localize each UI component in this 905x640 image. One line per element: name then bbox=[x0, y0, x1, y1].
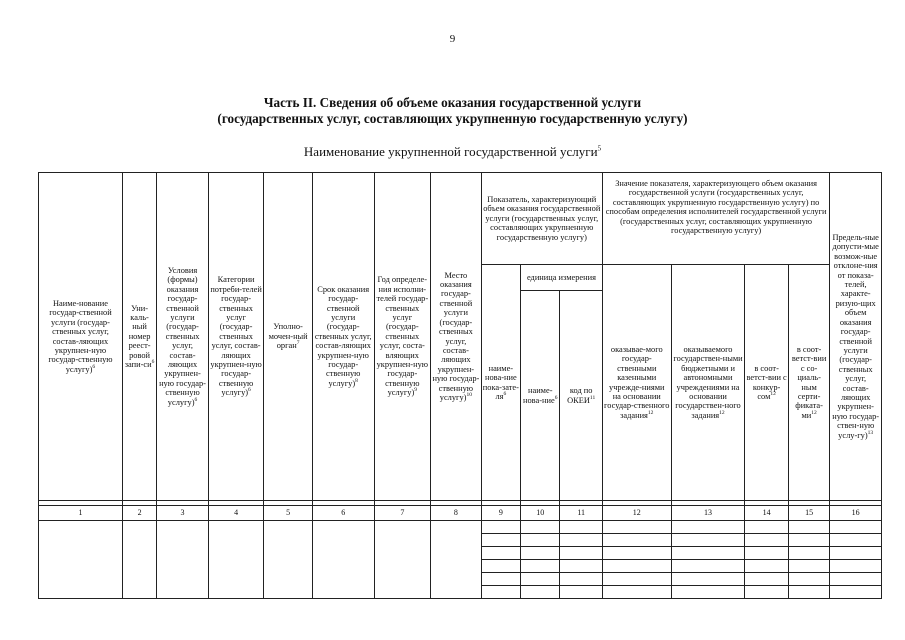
table-cell bbox=[745, 560, 788, 573]
header-text: оказывае-мого государ-ственными казенными учрежде-ниями на основании государ-ственного задания bbox=[604, 344, 670, 420]
header-text: код по ОКЕИ bbox=[567, 386, 593, 405]
table-cell bbox=[560, 586, 602, 599]
header-text: оказываемого государствен-ными бюджетными и автономными учреждениями на основании государствен-ного задания bbox=[673, 344, 743, 420]
table-cell bbox=[39, 521, 123, 599]
header-text: Наиме-нование государ-ственной услуги (государ-ственных услуг, состав-ляющих укрупнен-ную государ-ственную услугу) bbox=[48, 298, 113, 374]
table-cell bbox=[671, 521, 745, 534]
column-number: 8 bbox=[431, 506, 482, 521]
col-competition-header bbox=[745, 265, 788, 501]
column-number: 1 bbox=[39, 506, 123, 521]
group-indicator-header: Показатель, характеризующий объем оказания государственной услуги (государственных услуг, составляющих укрупненную государственную услугу) bbox=[481, 173, 602, 265]
footnote-ref: 5 bbox=[597, 144, 602, 153]
table-cell bbox=[788, 586, 829, 599]
table-cell bbox=[374, 521, 431, 599]
table-cell bbox=[521, 547, 560, 560]
table-cell bbox=[602, 573, 671, 586]
table-cell bbox=[602, 521, 671, 534]
col-conditions-header bbox=[157, 173, 209, 501]
footnote-ref: 13 bbox=[867, 429, 874, 436]
header-text: Категории потреби-телей государ-ственных услуг (государ-ственных услуг, состав-ляющих укрупнен-ную государ-ственную услугу) bbox=[210, 275, 262, 398]
table-cell bbox=[830, 547, 882, 560]
table-cell bbox=[602, 547, 671, 560]
column-number: 9 bbox=[481, 506, 520, 521]
header-text: Предель-ные допусти-мые возмож-ные отклоне-ния от показа-телей, характе-ризую-щих объем оказания государ-ственной услуги (государ-ственных услуг, состав-ляющих укрупнен-ную государ-ствен-ную услу-гу) bbox=[832, 233, 880, 440]
column-number: 14 bbox=[745, 506, 788, 521]
footnote-ref: 12 bbox=[770, 391, 776, 398]
column-number: 5 bbox=[264, 506, 313, 521]
table-cell bbox=[122, 521, 156, 599]
table-cell bbox=[671, 586, 745, 599]
table-cell bbox=[602, 534, 671, 547]
volume-table bbox=[38, 172, 882, 599]
footnote-ref: 6 bbox=[194, 396, 198, 403]
table-cell bbox=[745, 573, 788, 586]
group-value-header: Значение показателя, характеризующего объем оказания государственной услуги (государственных услуг, составляющих укрупненную государственную услугу) по способам определения исполнителей государственной услуги (государственных услуг, составляющих укрупненную государственную услугу) bbox=[602, 173, 829, 265]
table-cell bbox=[788, 534, 829, 547]
footnote-ref: 6 bbox=[151, 359, 155, 366]
column-number: 2 bbox=[122, 506, 156, 521]
table-cell bbox=[830, 586, 882, 599]
table-cell bbox=[560, 534, 602, 547]
table-cell bbox=[264, 521, 313, 599]
table-cell bbox=[602, 586, 671, 599]
header-text: Уни-каль-ный номер реест-ровой запи-си bbox=[124, 303, 152, 370]
col-deviation-header bbox=[830, 173, 882, 501]
footnote-ref: 10 bbox=[466, 392, 472, 399]
table-cell bbox=[481, 534, 520, 547]
col-registry-number-header bbox=[122, 173, 156, 501]
table-cell bbox=[830, 573, 882, 586]
column-number-row bbox=[39, 506, 882, 521]
table-cell bbox=[521, 586, 560, 599]
column-number: 13 bbox=[671, 506, 745, 521]
footnote-ref: 12 bbox=[811, 409, 817, 416]
table-cell bbox=[521, 560, 560, 573]
page-number: 9 bbox=[449, 33, 456, 45]
footnote-ref: 12 bbox=[719, 409, 725, 416]
table-cell bbox=[481, 586, 520, 599]
table-cell bbox=[788, 521, 829, 534]
column-number: 12 bbox=[602, 506, 671, 521]
table-row bbox=[39, 521, 882, 534]
section-title-line-1: Часть II. Сведения об объеме оказания государственной услуги bbox=[263, 95, 642, 110]
col-service-name-header bbox=[39, 173, 123, 501]
header-text: Место оказания государ-ственной услуги (государ-ственных услуг, состав-ляющих укрупнен-ную государ-ственную услугу) bbox=[432, 270, 480, 402]
header-text: в соот-ветст-вии с со-циаль-ным серти-фиката-ми bbox=[791, 344, 827, 420]
table-cell bbox=[830, 521, 882, 534]
col-budget-institutions-header bbox=[671, 265, 745, 501]
header-text: наиме-нова-ние пока-зате-ля bbox=[482, 363, 519, 401]
table-cell bbox=[788, 547, 829, 560]
table-cell bbox=[745, 547, 788, 560]
table-cell bbox=[671, 560, 745, 573]
col-authorized-body-header bbox=[264, 173, 313, 501]
footnote-ref: 6 bbox=[503, 391, 507, 398]
table-cell bbox=[602, 560, 671, 573]
footnote-ref: 7 bbox=[296, 340, 300, 347]
footnote-ref: 9 bbox=[414, 387, 418, 394]
col-social-certificates-header bbox=[788, 265, 829, 501]
table-cell bbox=[745, 534, 788, 547]
header-text: Уполно-мочен-ный орган bbox=[268, 322, 308, 351]
table-cell bbox=[481, 573, 520, 586]
group-unit-header: единица измерения bbox=[521, 265, 603, 291]
table-cell bbox=[312, 521, 374, 599]
header-row-1 bbox=[39, 173, 882, 265]
service-name-text: Наименование укрупненной государственной услуги bbox=[303, 144, 598, 159]
table-cell bbox=[560, 573, 602, 586]
table-cell bbox=[745, 521, 788, 534]
table-cell bbox=[788, 573, 829, 586]
table-cell bbox=[830, 534, 882, 547]
header-text: Год определе-ния исполни-телей государ-ственных услуг (государ-ственных услуг, соста-вляющих укрупнен-ную государ-ственную услугу) bbox=[376, 275, 429, 398]
table-cell bbox=[481, 560, 520, 573]
footnote-ref: 6 bbox=[554, 394, 558, 401]
column-number: 10 bbox=[521, 506, 560, 521]
table-cell bbox=[560, 521, 602, 534]
table-cell bbox=[560, 547, 602, 560]
service-name-label bbox=[0, 144, 905, 160]
column-number: 4 bbox=[208, 506, 264, 521]
footnote-ref: 11 bbox=[589, 394, 596, 401]
table-cell bbox=[560, 560, 602, 573]
table-cell bbox=[671, 573, 745, 586]
table-cell bbox=[208, 521, 264, 599]
header-text: Условия (формы) оказания государ-ственной услуги (государ-ственных услуг, состав-ляющих укрупнен-ную государ-ственную услугу) bbox=[159, 265, 206, 407]
table-cell bbox=[745, 586, 788, 599]
column-number: 11 bbox=[560, 506, 602, 521]
table-cell bbox=[671, 547, 745, 560]
table-cell bbox=[788, 560, 829, 573]
table-cell bbox=[431, 521, 482, 599]
table-cell bbox=[671, 534, 745, 547]
col-okei-code-header bbox=[560, 291, 602, 501]
col-indicator-name-header bbox=[481, 265, 520, 501]
table-cell bbox=[157, 521, 209, 599]
table-cell bbox=[481, 547, 520, 560]
col-place-header bbox=[431, 173, 482, 501]
column-number: 7 bbox=[374, 506, 431, 521]
section-title bbox=[0, 95, 905, 127]
header-text: наиме-нова-ние bbox=[523, 386, 555, 405]
footnote-ref: 12 bbox=[647, 409, 654, 416]
footnote-ref: 6 bbox=[92, 363, 96, 370]
table-cell bbox=[521, 521, 560, 534]
column-number: 16 bbox=[830, 506, 882, 521]
column-number: 15 bbox=[788, 506, 829, 521]
column-number: 6 bbox=[312, 506, 374, 521]
footnote-ref: 6 bbox=[248, 387, 251, 394]
table-cell bbox=[830, 560, 882, 573]
col-consumer-category-header bbox=[208, 173, 264, 501]
header-text: Срок оказания государ-ственной услуги (государ-ственных услуг, состав-ляющих укрупнен-ную государ-ственную услугу) bbox=[314, 284, 372, 388]
col-year-header bbox=[374, 173, 431, 501]
footnote-ref: 8 bbox=[355, 378, 358, 385]
header-text: в соот-ветст-вии с конкур-сом bbox=[746, 363, 787, 401]
section-title-line-2: (государственных услуг, составляющих укрупненную государственную услугу) bbox=[217, 111, 688, 126]
table-cell bbox=[521, 573, 560, 586]
table-cell bbox=[481, 521, 520, 534]
column-number: 3 bbox=[157, 506, 209, 521]
col-unit-name-header bbox=[521, 291, 560, 501]
col-state-institutions-header bbox=[602, 265, 671, 501]
table-cell bbox=[521, 534, 560, 547]
col-term-header bbox=[312, 173, 374, 501]
